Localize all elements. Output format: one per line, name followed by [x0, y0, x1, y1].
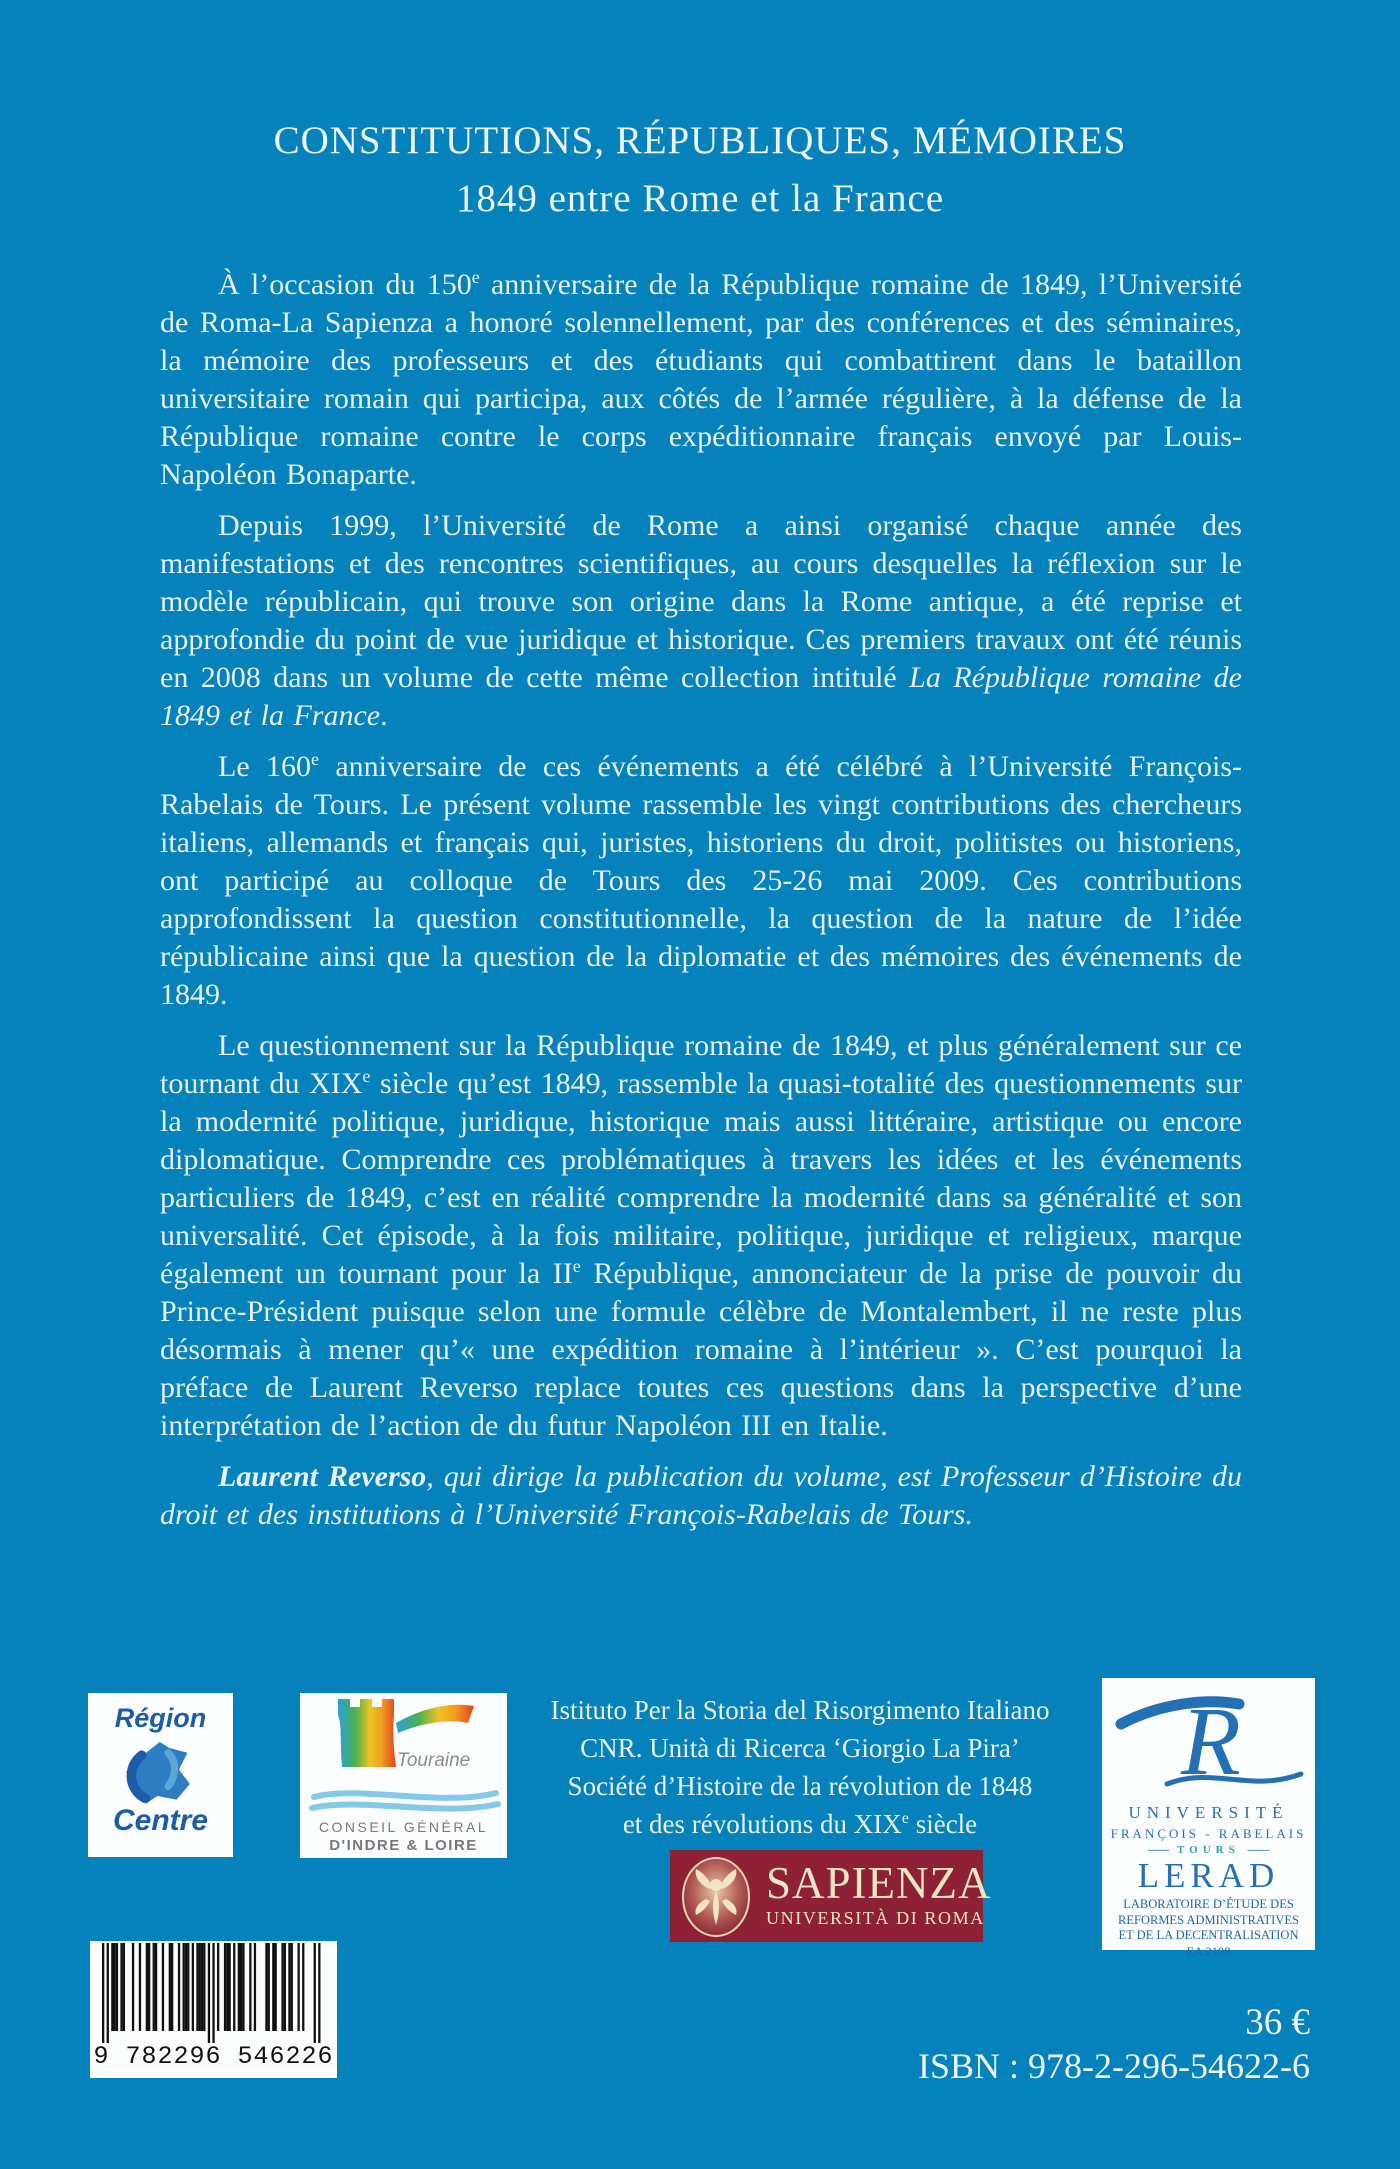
sapienza-name: SAPIENZA: [766, 1858, 992, 1908]
indre-et-loire-label: D'INDRE & LOIRE: [329, 1837, 478, 1854]
paragraph: Laurent Reverso, qui dirige la publication du volume, est Professeur d’Histoire du droit et des institutions à l’Université François-Rabelais de Tours.: [160, 1460, 1243, 1531]
francois-rabelais-label: FRANÇOIS - RABELAIS: [1110, 1826, 1307, 1841]
region-centre-logo: [88, 1693, 233, 1857]
universite-label: UNIVERSITÉ: [1128, 1803, 1289, 1822]
sapienza-logo: [670, 1850, 992, 1942]
conseil-general-label: CONSEIL GÉNÉRAL: [318, 1819, 489, 1835]
centre-label: Centre: [112, 1804, 209, 1837]
book-title-line2: 1849 entre Rome et la France: [455, 177, 945, 220]
sapienza-emblem-icon: [678, 1855, 758, 1939]
isbn: ISBN : 978-2-296-54622-6: [918, 2046, 1310, 2086]
region-label: Région: [114, 1703, 207, 1733]
book-title-line1: CONSTITUTIONS, RÉPUBLIQUES, MÉMOIRES: [273, 119, 1127, 162]
lerad-lab-line3: ET DE LA DECENTRALISATION: [1118, 1928, 1299, 1942]
paragraph: À l’occasion du 150e anniversaire de la République romaine de 1849, l’Université de Roma-La Sapienza a honoré solennellement, par des conférences et des séminaires, la mémoire des professeurs et des étudiants qui combattirent dans le bataillon universitaire romain qui participa, aux côtés de l’armée régulière, à la défense de la République romaine contre le corps expéditionnaire français envoyé par Louis-Napoléon Bonaparte.: [160, 267, 1243, 491]
sapienza-subtitle: UNIVERSITÀ DI ROMA: [766, 1908, 985, 1928]
paragraph: Le questionnement sur la République romaine de 1849, et plus généralement sur ce tournant du XIXe siècle qu’est 1849, rassemble la quasi-totalité des questionnements sur la modernité politique, juridique, historique mais aussi littéraire, artistique ou encore diplomatique. Comprendre ces problématiques à travers les idées et les événements particuliers de 1849, c’est en réalité comprendre la modernité dans sa généralité et son universalité. Cet épisode, à la fois militaire, politique, juridique et religieux, marque également un tournant pour la IIe République, annonciateur de la prise de pouvoir du Prince-Président puisque selon une formule célèbre de Montalembert, il ne reste plus désormais à mener qu’« une expédition romaine à l’intérieur ». C’est pourquoi la préface de Laurent Reverso replace toutes ces questions dans la perspective d’une interprétation de l’action de du futur Napoléon III en Italie.: [160, 1029, 1243, 1442]
sponsor-line: et des révolutions du XIXe siècle: [622, 1809, 978, 1839]
back-cover-blurb: [160, 266, 1242, 1534]
touraine-label: Touraine: [397, 1750, 471, 1771]
lerad-lab-line1: LABORATOIRE D’ÉTUDE DES: [1123, 1897, 1294, 1911]
lerad-ea-code: EA 2108: [1186, 1944, 1231, 1959]
lerad-acronym: LERAD: [1137, 1856, 1280, 1895]
sponsor-line: Société d’Histoire de la révolution de 1848: [567, 1771, 1033, 1801]
book-title: [0, 112, 1400, 228]
sponsor-line: CNR. Unità di Ricerca ‘Giorgio La Pira’: [580, 1733, 1020, 1763]
sponsor-line: Istituto Per la Storia del Risorgimento Italiano: [550, 1695, 1050, 1725]
svg-text:R: R: [1180, 1688, 1241, 1796]
france-map-icon: [122, 1736, 200, 1808]
ean13-barcode-icon: [97, 1941, 330, 2043]
rabelais-r-icon: [1109, 1678, 1309, 1796]
price: 36 €: [1245, 2002, 1310, 2043]
sponsor-institutions: [420, 1692, 1180, 1844]
paragraph: Depuis 1999, l’Université de Rome a ainsi organisé chaque année des manifestations et des rencontres scientifiques, au cours desquelles la réflexion sur le modèle républicain, qui trouve son origine dans la Rome antique, a été reprise et approfondie du point de vue juridique et historique. Ces premiers travaux ont été réunis en 2008 dans un volume de cette même collection intitulé La République romaine de 1849 et la France.: [160, 509, 1242, 732]
barcode-digits: 9 782296 546226: [93, 2042, 334, 2071]
lerad-lab-line2: REFORMES ADMINISTRATIVES: [1118, 1912, 1299, 1927]
dash-right: ——: [1247, 1844, 1270, 1856]
tours-text: TOURS: [1177, 1844, 1240, 1856]
dash-left: ——: [1147, 1844, 1170, 1856]
paragraph: Le 160e anniversaire de ces événements a été célébré à l’Université François-Rabelais de Tours. Le présent volume rassemble les vingt contributions des chercheurs italiens, allemands et français qui, juristes, historiens du droit, politistes ou historiens, ont participé au colloque de Tours des 25-26 mai 2009. Ces contributions approfondissent la question constitutionnelle, la question de la nature de l’idée républicaine ainsi que la question de la diplomatie et des mémoires des événements de 1849.: [160, 749, 1242, 1011]
touraine-conseil-general-logo: [300, 1693, 507, 1858]
lerad-university-logo: [1102, 1678, 1315, 1959]
barcode-block: [90, 1941, 337, 2078]
pricing-block: [918, 2002, 1310, 2088]
tours-label: [1102, 1844, 1315, 1856]
sapienza-wordmark: [766, 1860, 992, 1929]
